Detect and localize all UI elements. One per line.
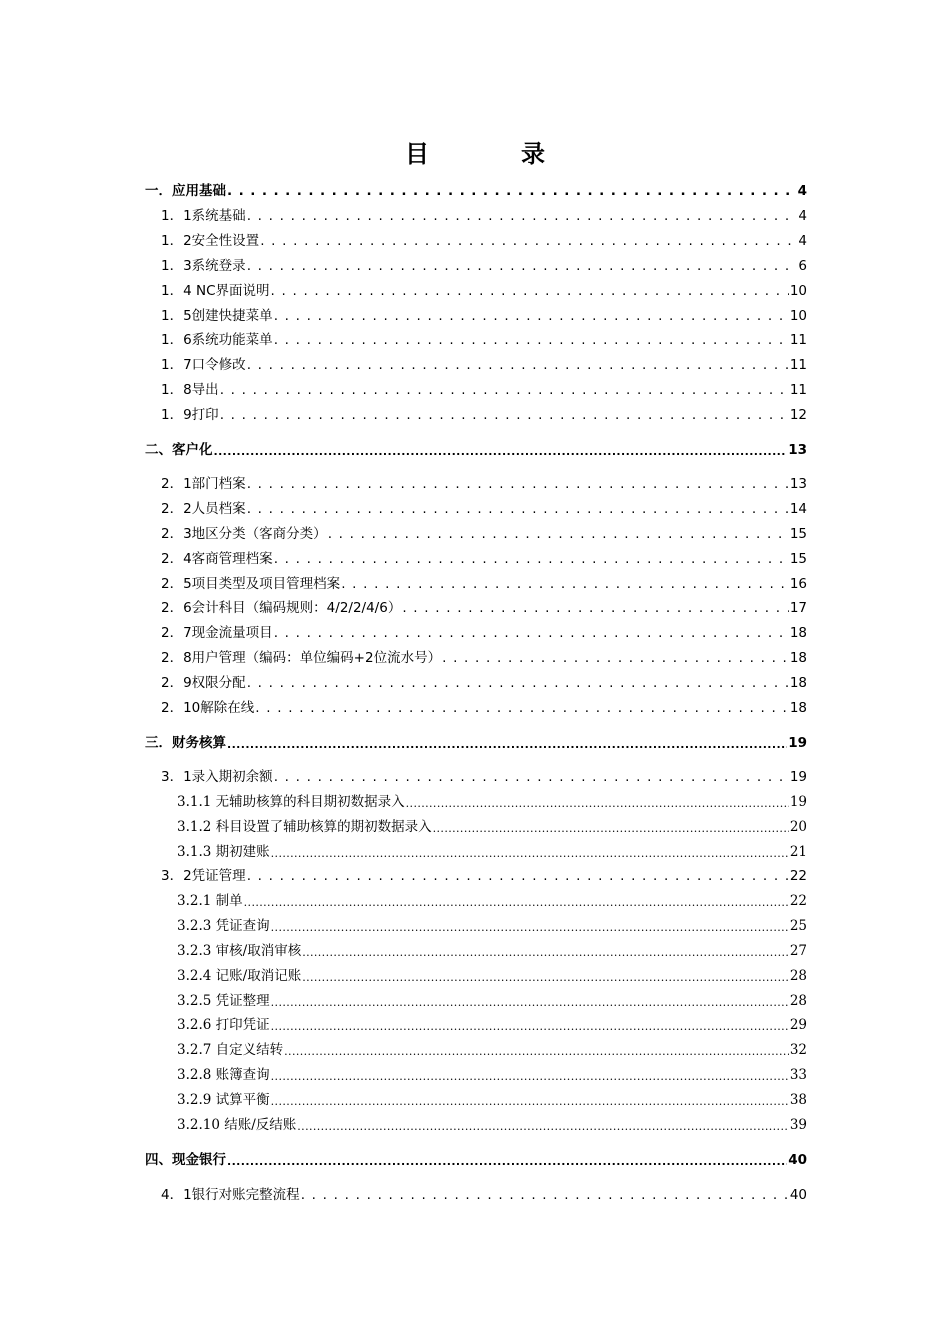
toc-dot-leader: [247, 478, 789, 492]
toc-entry[interactable]: [161, 403, 807, 423]
toc-entry-title: 1．9打印: [161, 407, 219, 423]
toc-entry[interactable]: [177, 840, 807, 860]
toc-entry[interactable]: [177, 1113, 807, 1133]
toc-dot-leader: [274, 553, 789, 567]
toc-entry[interactable]: [161, 1183, 807, 1203]
toc-entry-title: 四、现金银行: [145, 1152, 226, 1168]
toc-page-number: 15: [789, 526, 807, 542]
toc-entry-title: 2．1部门档案: [161, 476, 246, 492]
toc-entry-title: 3.2.7 自定义结转: [177, 1042, 284, 1058]
toc-entry[interactable]: [161, 696, 807, 716]
toc-page-number: 6: [798, 258, 807, 274]
toc-entry-title: 1．1系统基础: [161, 208, 246, 224]
toc-entry[interactable]: [161, 304, 807, 324]
toc-dot-leader: [271, 285, 789, 299]
toc-dot-leader: [274, 627, 789, 641]
toc-page-number: 13: [788, 442, 807, 458]
toc-entry-title: 3.2.3 审核/取消审核: [177, 943, 302, 959]
toc-entry[interactable]: [161, 596, 807, 616]
toc-dot-leader: [247, 503, 789, 517]
toc-entry-title: 2．5项目类型及项目管理档案: [161, 576, 341, 592]
toc-entry-title: 3.1.2 科目设置了辅助核算的期初数据录入: [177, 819, 432, 835]
toc-entry-title: 3.2.8 账簿查询: [177, 1067, 270, 1083]
toc-page-number: 10: [789, 283, 807, 299]
toc-entry[interactable]: [161, 204, 807, 224]
toc-entry[interactable]: [161, 353, 807, 373]
toc-entry[interactable]: [177, 964, 807, 984]
toc-entry[interactable]: [161, 497, 807, 517]
toc-entry-title: 1．4 NC界面说明: [161, 283, 270, 299]
toc-page-number: 19: [789, 794, 807, 810]
toc-dot-leader: [271, 1094, 789, 1108]
toc-page-number: 20: [789, 819, 807, 835]
toc-entry-title: 1．5创建快捷菜单: [161, 308, 273, 324]
toc-dot-leader: [247, 210, 798, 224]
toc-entry[interactable]: [145, 438, 807, 458]
toc-entry-title: 3.2.5 凭证整理: [177, 993, 270, 1009]
toc-entry-title: 一．应用基础: [145, 183, 226, 199]
toc-page-number: 13: [789, 476, 807, 492]
toc-entry[interactable]: [161, 572, 807, 592]
toc-page-number: 4: [798, 233, 807, 249]
toc-entry-title: 1．8导出: [161, 382, 219, 398]
toc-page-number: 28: [789, 968, 807, 984]
toc-page-number: 4: [797, 183, 807, 199]
toc-dot-leader: [227, 737, 787, 751]
toc-entry[interactable]: [145, 731, 807, 751]
toc-page-number: 33: [789, 1067, 807, 1083]
toc-entry[interactable]: [161, 522, 807, 542]
toc-entry-title: 3.2.9 试算平衡: [177, 1092, 270, 1108]
toc-page-number: 11: [789, 382, 807, 398]
toc-entry-title: 2．4客商管理档案: [161, 551, 273, 567]
toc-entry-title: 1．2安全性设置: [161, 233, 260, 249]
toc-dot-leader: [214, 444, 788, 458]
toc-entry-title: 2．6会计科目（编码规则：4/2/2/4/6）: [161, 600, 402, 616]
toc-page-number: 18: [789, 650, 807, 666]
toc-page-number: 10: [789, 308, 807, 324]
toc-page-number: 12: [789, 407, 807, 423]
toc-entry[interactable]: [161, 621, 807, 641]
toc-page-number: 11: [789, 357, 807, 373]
toc-entry[interactable]: [161, 378, 807, 398]
toc-dot-leader: [271, 846, 789, 860]
toc-dot-leader: [274, 771, 789, 785]
toc-page-number: 18: [789, 625, 807, 641]
toc-page-number: 22: [789, 893, 807, 909]
toc-dot-leader: [247, 677, 789, 691]
toc-entry-title: 1．7口令修改: [161, 357, 246, 373]
toc-dot-leader: [284, 1044, 789, 1058]
toc-dot-leader: [442, 652, 789, 666]
toc-dot-leader: [260, 235, 797, 249]
toc-entry[interactable]: [177, 1063, 807, 1083]
toc-entry-title: 2．7现金流量项目: [161, 625, 273, 641]
toc-entry[interactable]: [177, 939, 807, 959]
toc-dot-leader: [244, 895, 789, 909]
toc-page-number: 40: [789, 1187, 807, 1203]
toc-entry[interactable]: [177, 815, 807, 835]
toc-entry[interactable]: [145, 179, 807, 199]
toc-entry[interactable]: [161, 765, 807, 785]
toc-entry-title: 3.1.3 期初建账: [177, 844, 270, 860]
toc-entry-title: 3.2.1 制单: [177, 893, 243, 909]
toc-entry[interactable]: [161, 328, 807, 348]
toc-entry[interactable]: [177, 1038, 807, 1058]
toc-dot-leader: [227, 1154, 787, 1168]
toc-entry-title: 2．2人员档案: [161, 501, 246, 517]
toc-dot-leader: [297, 1119, 789, 1133]
toc-page-number: 18: [789, 700, 807, 716]
toc-entry-title: 3.2.4 记账/取消记账: [177, 968, 302, 984]
toc-entry-title: 1．3系统登录: [161, 258, 246, 274]
toc-dot-leader: [255, 702, 789, 716]
toc-page-number: 18: [789, 675, 807, 691]
toc-entry[interactable]: [145, 1148, 807, 1168]
toc-dot-leader: [274, 310, 789, 324]
toc-entry-title: 2．3地区分类（客商分类）: [161, 526, 327, 542]
toc-page-number: 27: [789, 943, 807, 959]
page-title: 目 录: [405, 140, 579, 168]
toc-dot-leader: [271, 995, 789, 1009]
toc-entry-title: 3．2凭证管理: [161, 868, 246, 884]
toc-entry-title: 3.2.10 结账/反结账: [177, 1117, 297, 1133]
toc-page-number: 15: [789, 551, 807, 567]
toc-dot-leader: [433, 821, 789, 835]
toc-entry[interactable]: [161, 472, 807, 492]
toc-entry[interactable]: [161, 254, 807, 274]
toc-entry-title: 3.1.1 无辅助核算的科目期初数据录入: [177, 794, 405, 810]
toc-entry-title: 三．财务核算: [145, 735, 226, 751]
toc-entry[interactable]: [177, 914, 807, 934]
toc-page-number: 38: [789, 1092, 807, 1108]
toc-entry[interactable]: [177, 889, 807, 909]
toc-dot-leader: [271, 1019, 789, 1033]
toc-page-number: 22: [789, 868, 807, 884]
toc-dot-leader: [247, 870, 789, 884]
toc-entry-title: 3．1录入期初余额: [161, 769, 273, 785]
toc-entry[interactable]: [177, 989, 807, 1009]
toc-dot-leader: [271, 920, 789, 934]
toc-dot-leader: [302, 970, 789, 984]
toc-page-number: 16: [789, 576, 807, 592]
toc-page-number: 14: [789, 501, 807, 517]
toc-entry[interactable]: [161, 547, 807, 567]
toc-dot-leader: [341, 578, 789, 592]
toc-entry[interactable]: [161, 279, 807, 299]
toc-entry[interactable]: [177, 1013, 807, 1033]
toc-entry[interactable]: [161, 229, 807, 249]
toc-page-number: 19: [788, 735, 807, 751]
toc-entry-title: 1．6系统功能菜单: [161, 332, 273, 348]
toc-dot-leader: [402, 602, 788, 616]
toc-entry[interactable]: [177, 790, 807, 810]
toc-entry-title: 2．9权限分配: [161, 675, 246, 691]
toc-dot-leader: [220, 409, 789, 423]
toc-entry-title: 3.2.6 打印凭证: [177, 1017, 270, 1033]
toc-dot-leader: [301, 1189, 789, 1203]
toc-entry[interactable]: [177, 1088, 807, 1108]
toc-entry-title: 2．8用户管理（编码：单位编码+2位流水号）: [161, 650, 442, 666]
toc-page-number: 17: [789, 600, 807, 616]
toc-page-number: 32: [789, 1042, 807, 1058]
toc-dot-leader: [302, 945, 789, 959]
toc-entry[interactable]: [161, 646, 807, 666]
toc-page-number: 28: [789, 993, 807, 1009]
toc-page-number: 39: [789, 1117, 807, 1133]
toc-page-number: 19: [789, 769, 807, 785]
toc-entry[interactable]: [161, 864, 807, 884]
toc-page-number: 25: [789, 918, 807, 934]
toc-dot-leader: [406, 796, 789, 810]
toc-dot-leader: [220, 384, 789, 398]
toc-dot-leader: [274, 334, 789, 348]
toc-dot-leader: [247, 260, 798, 274]
toc-entry-title: 二、客户化: [145, 442, 213, 458]
toc-page-number: 29: [789, 1017, 807, 1033]
toc-dot-leader: [271, 1069, 789, 1083]
toc-dot-leader: [328, 528, 789, 542]
toc-entry-title: 3.2.3 凭证查询: [177, 918, 270, 934]
toc-dot-leader: [247, 359, 789, 373]
toc-entry[interactable]: [161, 671, 807, 691]
toc-page-number: 4: [798, 208, 807, 224]
toc-entry-title: 4．1银行对账完整流程: [161, 1187, 300, 1203]
toc-page-number: 40: [788, 1152, 807, 1168]
toc-entry-title: 2．10解除在线: [161, 700, 255, 716]
toc-page-number: 21: [789, 844, 807, 860]
toc-dot-leader: [227, 185, 797, 199]
toc-page-number: 11: [789, 332, 807, 348]
